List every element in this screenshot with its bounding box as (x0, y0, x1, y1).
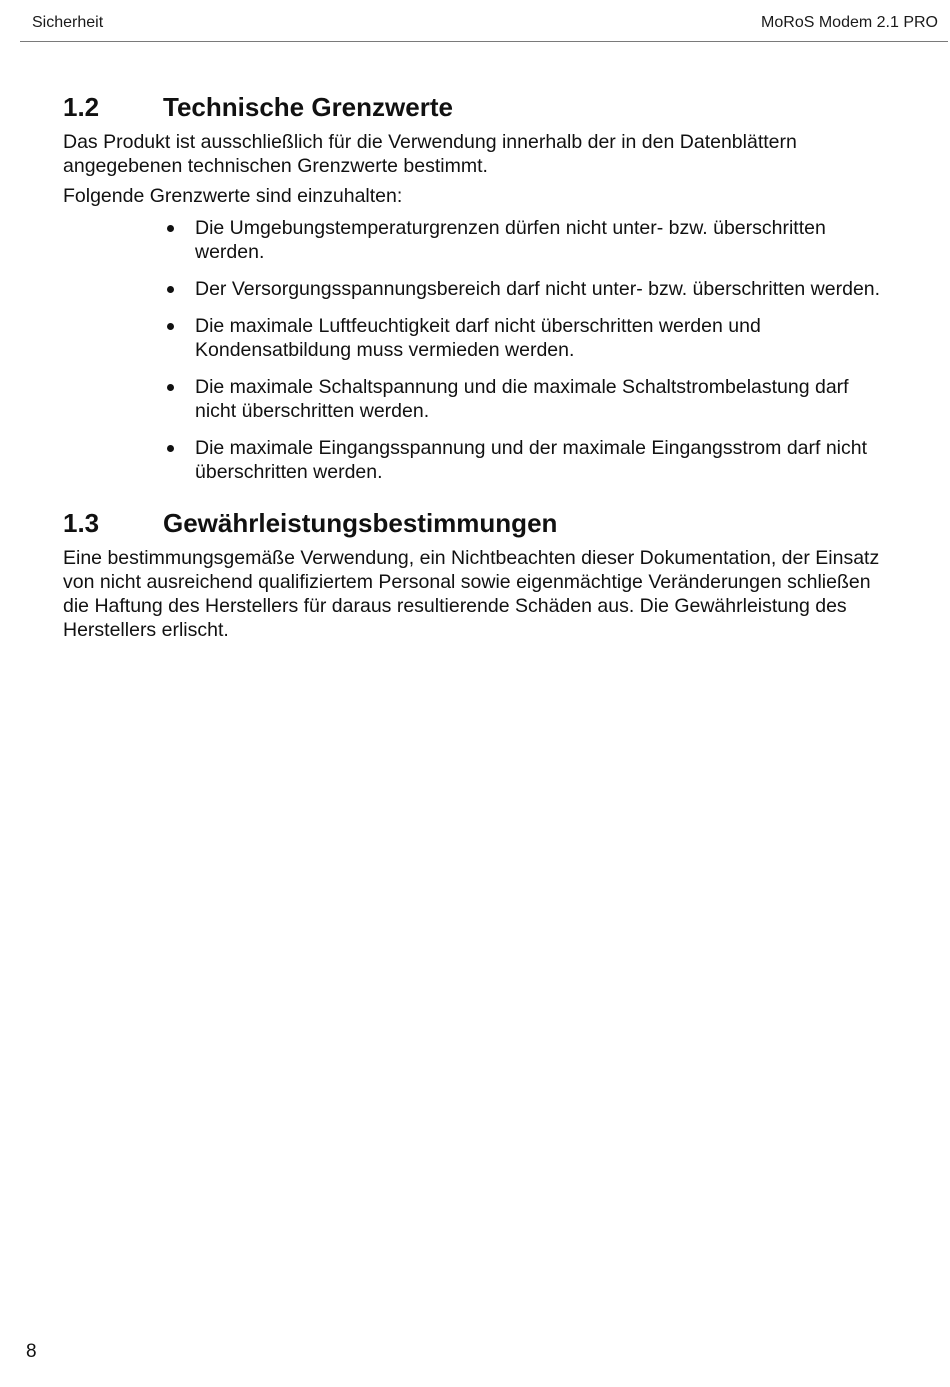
paragraph: Folgende Grenzwerte sind einzuhalten: (63, 185, 403, 207)
list-item-text: Die maximale Schaltspannung und die maximale Schaltstrombelastung darf nicht überschritten werden. (195, 376, 849, 422)
list-item-text: Der Versorgungsspannungsbereich darf nicht unter- bzw. überschritten werden. (195, 278, 881, 300)
bullet-icon (63, 216, 195, 264)
section-number: 1.2 (63, 92, 100, 122)
section-title: Technische Grenzwerte (163, 92, 453, 122)
list-item (63, 314, 889, 362)
bullet-icon (63, 314, 195, 362)
page-content (63, 88, 889, 642)
list-item-text: Die maximale Luftfeuchtigkeit darf nicht überschritten werden und Kondensatbildung muss vermieden werden. (195, 315, 761, 361)
list-item (63, 436, 889, 484)
bullet-icon (63, 277, 195, 301)
section-number: 1.3 (63, 508, 100, 538)
document-title: MoRoS Modem 2.1 PRO (761, 14, 938, 31)
bullet-icon (63, 436, 195, 484)
list-item-text: Die Umgebungstemperaturgrenzen dürfen nicht unter- bzw. überschritten werden. (195, 217, 826, 263)
section-heading (63, 88, 889, 126)
section-title: Gewährleistungsbestimmungen (163, 508, 558, 538)
list-item-text: Die maximale Eingangsspannung und der maximale Eingangsstrom darf nicht überschritten werden. (195, 437, 868, 483)
section-technische-grenzwerte (63, 88, 889, 484)
section-gewaehrleistungsbestimmungen (63, 504, 889, 642)
page-number: 8 (26, 1341, 37, 1362)
page-header (20, 0, 948, 42)
paragraph: Eine bestimmungsgemäße Verwendung, ein Nichtbeachten dieser Dokumentation, der Einsatz von nicht ausreichend qualifiziertem Personal sowie eigenmächtige Veränderungen schließen die Haftung des Herstellers für daraus resultierende Schäden aus. Die Gewährleistung des Herstellers erlischt. (63, 547, 880, 641)
paragraph: Das Produkt ist ausschließlich für die Verwendung innerhalb der in den Datenblättern angegebenen technischen Grenzwerte bestimmt. (63, 131, 797, 177)
bullet-icon (63, 375, 195, 423)
limits-list (63, 216, 889, 484)
list-item (63, 277, 889, 301)
chapter-label: Sicherheit (32, 14, 104, 31)
list-item (63, 375, 889, 423)
section-heading (63, 504, 889, 542)
list-item (63, 216, 889, 264)
